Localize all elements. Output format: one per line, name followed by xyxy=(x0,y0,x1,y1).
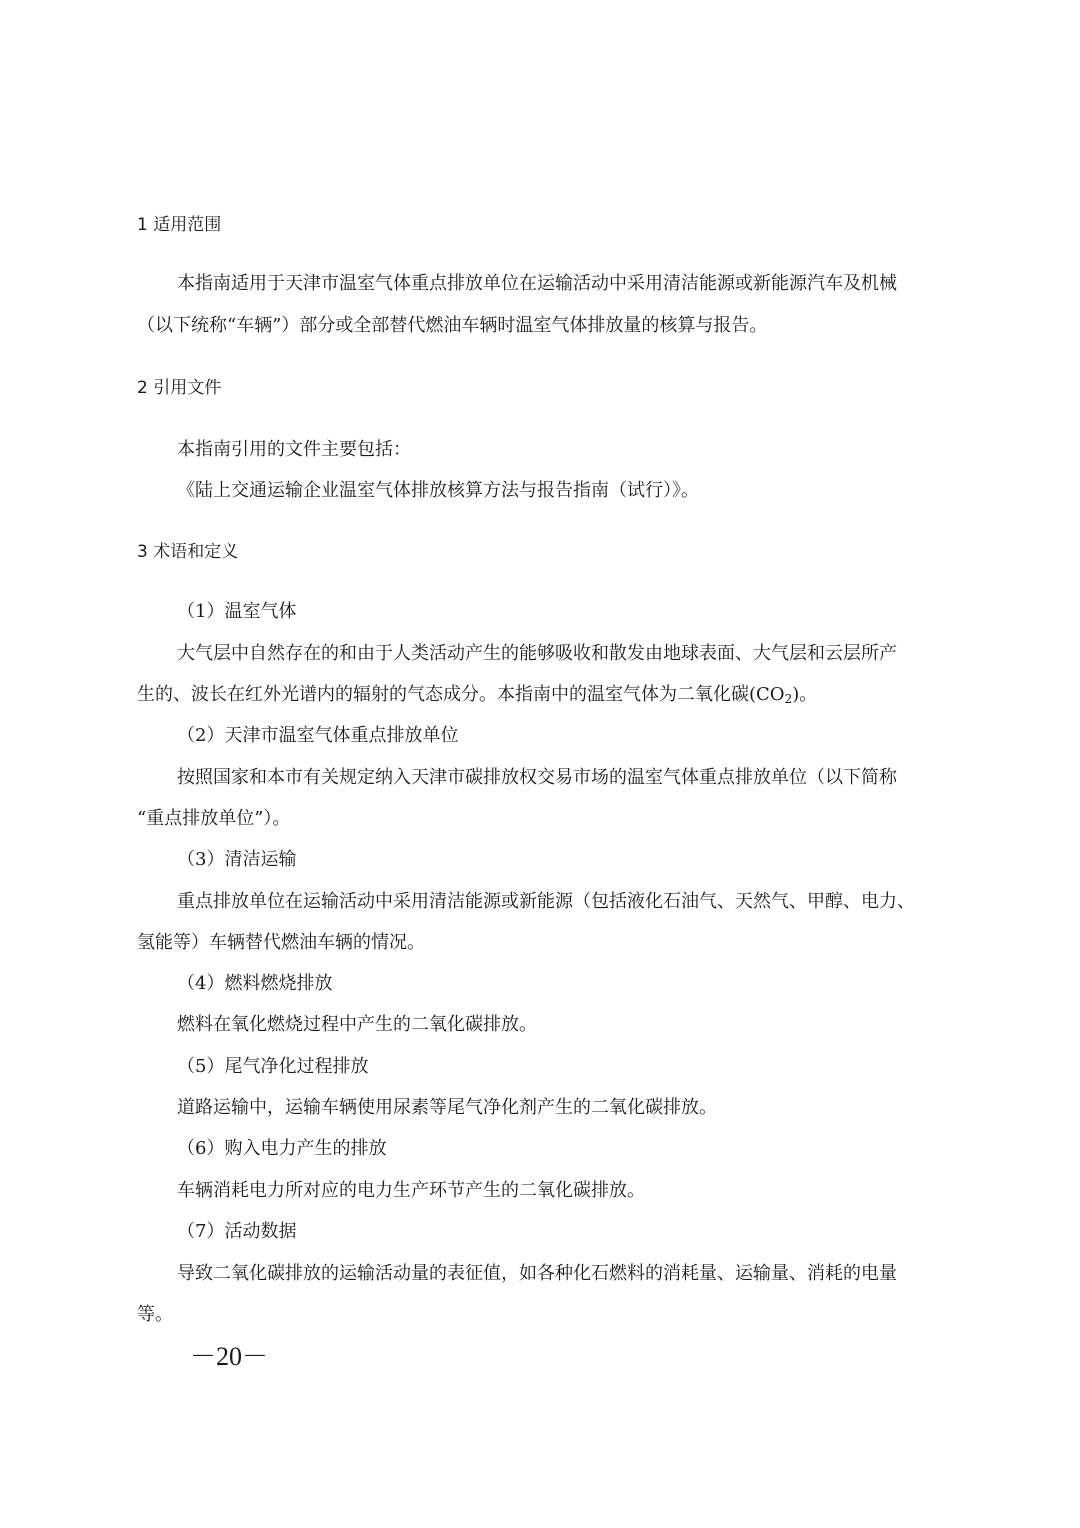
term-title: （2）天津市温室气体重点排放单位 xyxy=(177,725,459,746)
definition-line: 等。 xyxy=(137,1304,173,1325)
term-title: （5）尾气净化过程排放 xyxy=(177,1056,369,1077)
section-heading: 3 术语和定义 xyxy=(137,542,239,562)
definition-line: 车辆消耗电力所对应的电力生产环节产生的二氧化碳排放。 xyxy=(177,1180,645,1201)
term-title: （1）温室气体 xyxy=(177,601,297,622)
paragraph-line: （以下统称“车辆”）部分或全部替代燃油车辆时温室气体排放量的核算与报告。 xyxy=(137,315,768,336)
definition-text: 生的、波长在红外光谱内的辐射的气态成分。本指南中的温室气体为二氧化碳(CO xyxy=(137,684,785,705)
section-heading: 1 适用范围 xyxy=(137,215,222,235)
definition-line: 道路运输中，运输车辆使用尿素等尾气净化剂产生的二氧化碳排放。 xyxy=(177,1097,717,1118)
formula-tail: )。 xyxy=(792,684,818,705)
term-title: （3）清洁运输 xyxy=(177,849,297,870)
reference-line: 《陆上交通运输企业温室气体排放核算方法与报告指南（试行）》。 xyxy=(177,480,699,501)
definition-line: 导致二氧化碳排放的运输活动量的表征值，如各种化石燃料的消耗量、运输量、消耗的电量 xyxy=(177,1263,897,1284)
paragraph-line: 本指南引用的文件主要包括： xyxy=(177,439,411,460)
term-title: （6）购入电力产生的排放 xyxy=(177,1138,387,1159)
paragraph-line: 本指南适用于天津市温室气体重点排放单位在运输活动中采用清洁能源或新能源汽车及机械 xyxy=(177,273,897,294)
term-title: （4）燃料燃烧排放 xyxy=(177,973,333,994)
definition-line: 燃料在氧化燃烧过程中产生的二氧化碳排放。 xyxy=(177,1014,537,1035)
formula-subscript: 2 xyxy=(784,692,793,706)
section-heading: 2 引用文件 xyxy=(137,378,222,398)
definition-line: 按照国家和本市有关规定纳入天津市碳排放权交易市场的温室气体重点排放单位（以下简称 xyxy=(177,767,897,788)
definition-line xyxy=(137,683,817,711)
definition-line: 氢能等）车辆替代燃油车辆的情况。 xyxy=(137,932,425,953)
term-title: （7）活动数据 xyxy=(177,1221,297,1242)
definition-line: 大气层中自然存在的和由于人类活动产生的能够吸收和散发由地球表面、大气层和云层所产 xyxy=(177,643,897,664)
page-number: －20－ xyxy=(190,1342,269,1371)
definition-line: 重点排放单位在运输活动中采用清洁能源或新能源（包括液化石油气、天然气、甲醇、电力、 xyxy=(177,891,915,912)
definition-line: “重点排放单位”）。 xyxy=(137,808,291,829)
